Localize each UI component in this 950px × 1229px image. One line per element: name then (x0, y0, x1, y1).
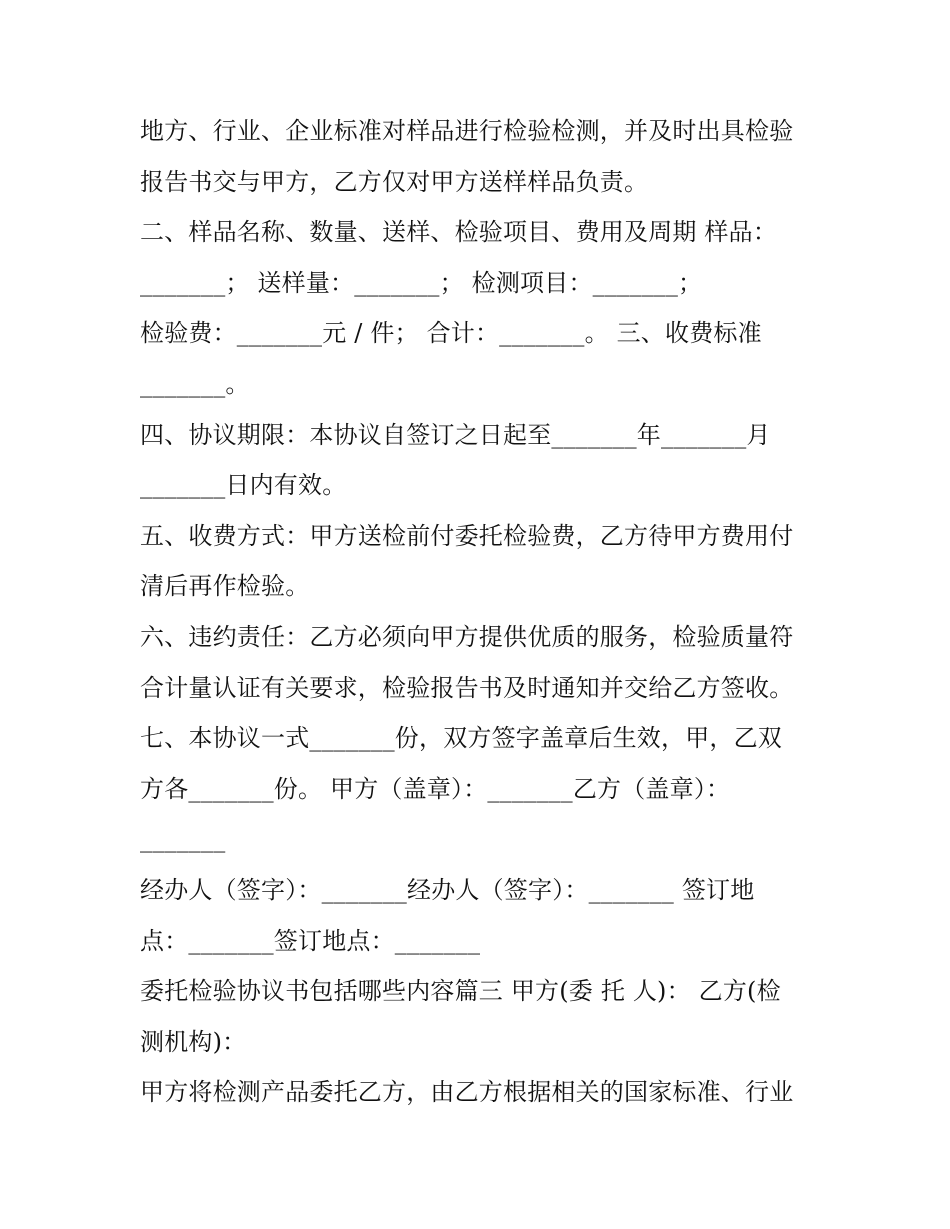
text-line: 点：_______签订地点：_______ (140, 926, 481, 955)
text-line: _______日内有效。 (140, 471, 347, 500)
text-line: 甲方将检测产品委托乙方，由乙方根据相关的国家标准、行业 (140, 1078, 794, 1107)
document-body (140, 106, 830, 1118)
text-line: 报告书交与甲方，乙方仅对甲方送样样品负责。 (140, 167, 649, 196)
text-line: 经办人（签字）：_______经办人（签字）：_______ 签订地 (140, 875, 755, 904)
text-line: 委托检验协议书包括哪些内容篇三 甲方(委 托 人)： 乙方(检 (140, 977, 781, 1006)
text-line: 清后再作检验。 (140, 572, 310, 601)
text-line: 合计量认证有关要求，检验报告书及时通知并交给乙方签收。 (140, 673, 794, 702)
text-line: 四、协议期限：本协议自签订之日起至_______年_______月 (140, 420, 771, 449)
text-line: _______。 (140, 369, 250, 398)
text-line: 方各_______份。 甲方（盖章）：_______乙方（盖章）： (140, 774, 731, 803)
text-line: 二、样品名称、数量、送样、检验项目、费用及周期 样品： (140, 218, 778, 247)
text-line: _______ (140, 825, 226, 854)
text-line: _______； 送样量：_______； 检测项目：_______； (140, 268, 703, 297)
text-line: 六、违约责任：乙方必须向甲方提供优质的服务，检验质量符 (140, 622, 794, 651)
text-line: 七、本协议一式_______份，双方签字盖章后生效，甲，乙双 (140, 724, 782, 753)
text-line: 五、收费方式：甲方送检前付委托检验费，乙方待甲方费用付 (140, 521, 794, 550)
text-line: 地方、行业、企业标准对样品进行检验检测，并及时出具检验 (140, 117, 794, 145)
text-line: 测机构)： (140, 1027, 247, 1056)
text-line: 检验费：_______元 / 件； 合计：_______。 三、收费标准 (140, 319, 762, 348)
